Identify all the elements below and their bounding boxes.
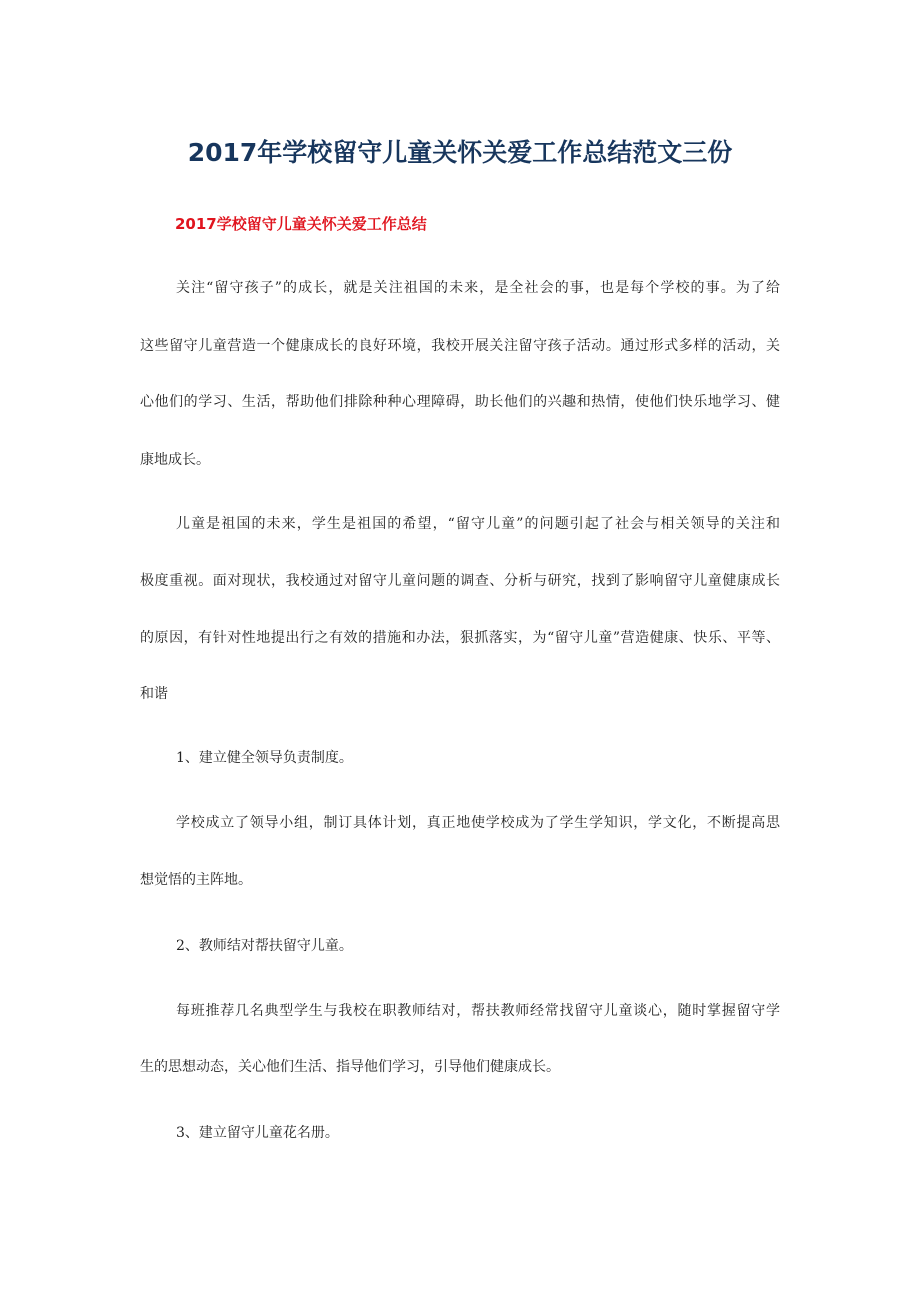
paragraph-line: 学校成立了领导小组，制订具体计划，真正地使学校成为了学生学知识，学文化，不断提高思 <box>176 815 780 831</box>
paragraph-line: 关注“留守孩子”的成长，就是关注祖国的未来，是全社会的事，也是每个学校的事。为了给 <box>176 280 780 296</box>
paragraph-line: 想觉悟的主阵地。 <box>140 872 252 888</box>
paragraph-line: 极度重视。面对现状，我校通过对留守儿童问题的调查、分析与研究，找到了影响留守儿童健康成长 <box>140 573 780 589</box>
paragraph-line: 康地成长。 <box>140 452 210 468</box>
paragraph-line: 每班推荐几名典型学生与我校在职教师结对，帮扶教师经常找留守儿童谈心，随时掌握留守学 <box>176 1003 780 1019</box>
paragraph-line: 生的思想动态，关心他们生活、指导他们学习，引导他们健康成长。 <box>140 1059 560 1075</box>
paragraph-line: 和谐 <box>140 686 168 702</box>
list-heading: 1、建立健全领导负责制度。 <box>176 750 353 766</box>
paragraph-line: 的原因，有针对性地提出行之有效的措施和办法，狠抓落实，为“留守儿童”营造健康、快乐、平等、 <box>140 630 780 646</box>
paragraph-line: 心他们的学习、生活，帮助他们排除种种心理障碍，助长他们的兴趣和热情，使他们快乐地学习、健 <box>140 394 780 410</box>
list-heading: 3、建立留守儿童花名册。 <box>176 1125 339 1141</box>
list-heading: 2、教师结对帮扶留守儿童。 <box>176 938 353 954</box>
document-title: 2017年学校留守儿童关怀关爱工作总结范文三份 <box>187 138 733 167</box>
paragraph-line: 儿童是祖国的未来，学生是祖国的希望，“留守儿童”的问题引起了社会与相关领导的关注和 <box>176 516 780 532</box>
section-subtitle: 2017学校留守儿童关怀关爱工作总结 <box>175 215 427 233</box>
paragraph-line: 这些留守儿童营造一个健康成长的良好环境，我校开展关注留守孩子活动。通过形式多样的活动，关 <box>140 338 780 354</box>
